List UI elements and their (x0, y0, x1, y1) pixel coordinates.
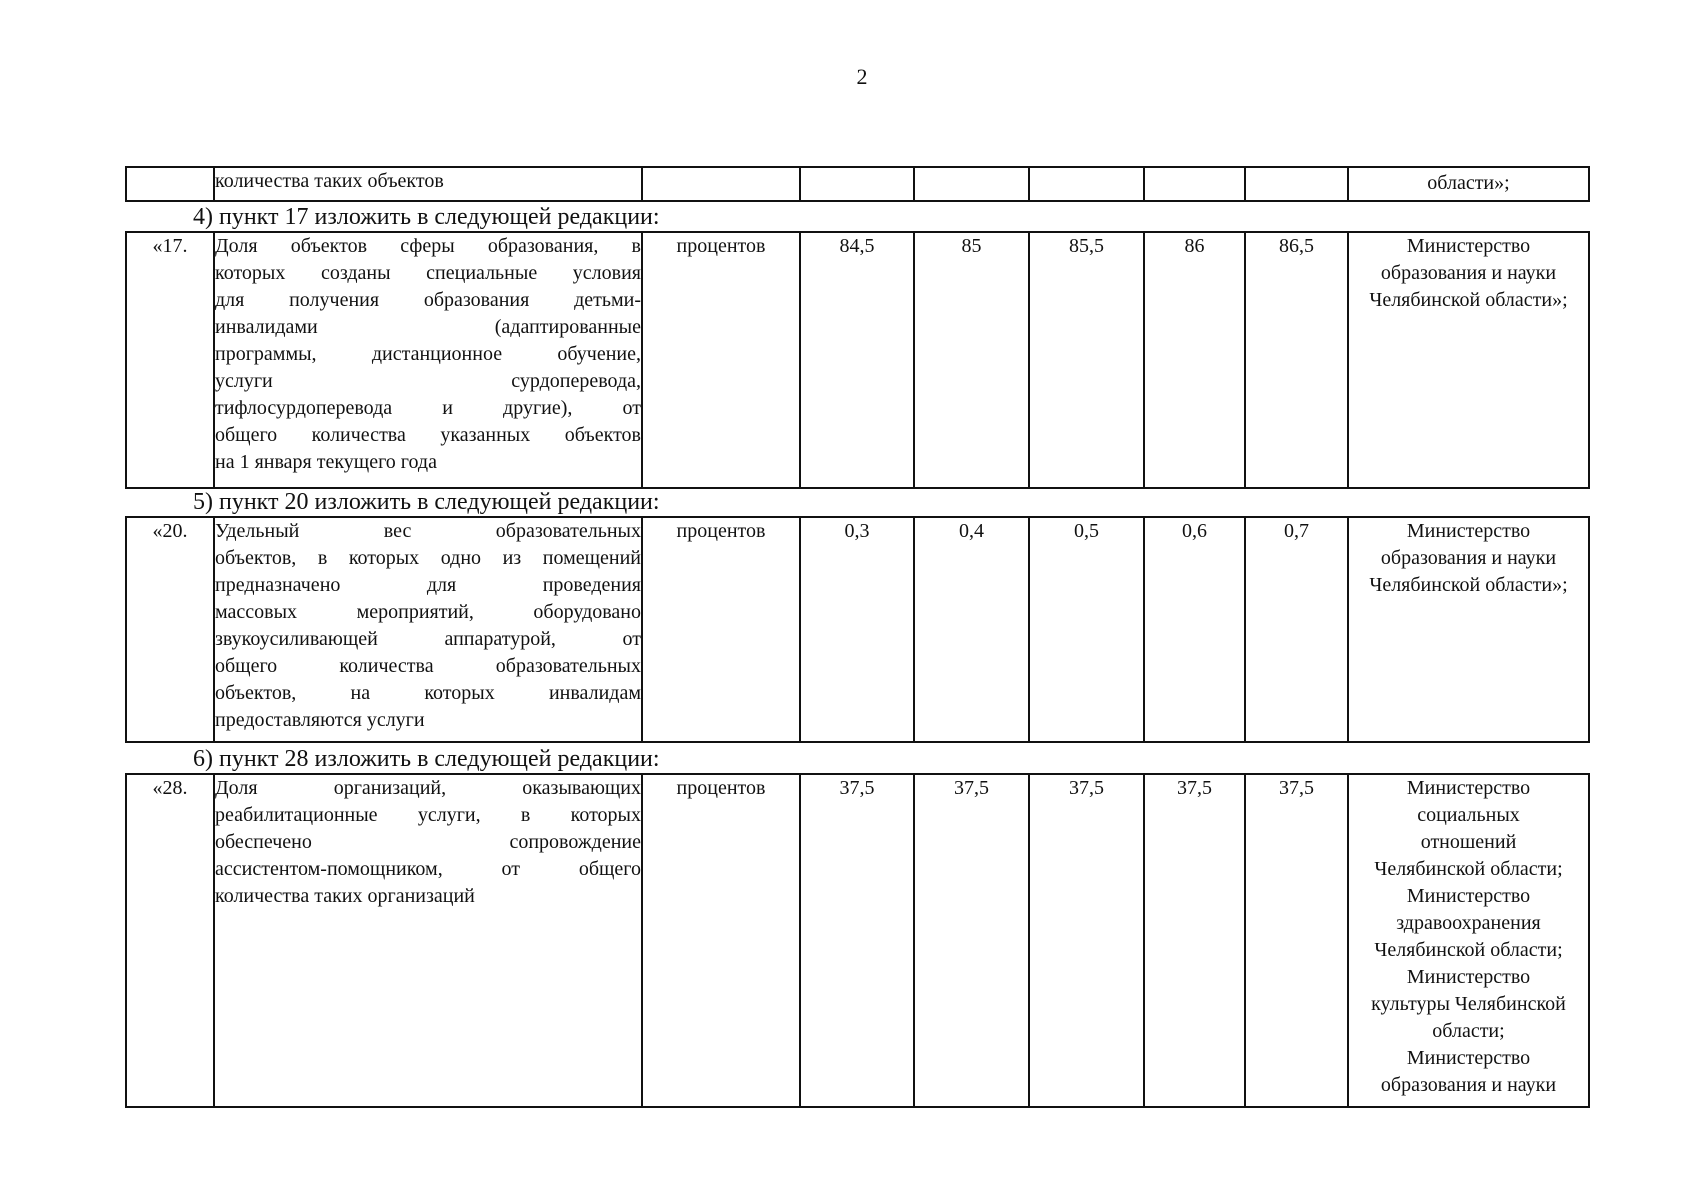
value-cell: 37,5 (1144, 774, 1245, 1107)
value-cell: 37,5 (1029, 774, 1144, 1107)
value-cell: 37,5 (914, 774, 1029, 1107)
description-cell: Удельный вес образовательных объектов, в которых одно из помещений предназначено для проведения массовых мероприятий, оборудовано звукоусиливающей аппаратурой, от общего количества образовательных объектов, на которых инвалидам предоставляются услуги (214, 517, 642, 742)
description-cell: Доля организаций, оказывающих реабилитационные услуги, в которых обеспечено сопровождение ассистентом-помощником, от общего количества таких организаций (214, 774, 642, 1107)
unit-cell: процентов (642, 517, 800, 742)
description-cell: количества таких объектов (214, 167, 642, 201)
value-cell: 85 (914, 232, 1029, 488)
table-row (126, 232, 1589, 488)
responsible-cell: Министерство социальных отношений Челябинской области; Министерство здравоохранения Челябинской области; Министерство культуры Челябинской области; Министерство образования и науки (1348, 774, 1589, 1107)
table-row-28 (125, 773, 1590, 1108)
num-cell (126, 167, 214, 201)
value-cell: 37,5 (1245, 774, 1348, 1107)
unit-cell: процентов (642, 774, 800, 1107)
table-row (126, 517, 1589, 742)
unit-cell: процентов (642, 232, 800, 488)
value-cell: 0,6 (1144, 517, 1245, 742)
responsible-cell: области»; (1348, 167, 1589, 201)
section-heading: 6) пункт 28 изложить в следующей редакции: (193, 746, 660, 772)
table-continued (125, 166, 1590, 202)
description-cell: Доля объектов сферы образования, в которых созданы специальные условия для получения образования детьми- инвалидами (адаптированные программы, дистанционное обучение, услуги сурдоперевода, тифлосурдоперевода и другие), от общего количества указанных объектов на 1 января текущего года (214, 232, 642, 488)
value-cell: 84,5 (800, 232, 914, 488)
value-cell: 0,7 (1245, 517, 1348, 742)
page-number: 2 (856, 64, 868, 89)
table-row-20 (125, 516, 1590, 743)
row-number: «17. (126, 232, 214, 488)
table-row (126, 774, 1589, 1107)
value-cell: 37,5 (800, 774, 914, 1107)
row-number: «20. (126, 517, 214, 742)
value-cell: 85,5 (1029, 232, 1144, 488)
value-cell: 86 (1144, 232, 1245, 488)
responsible-cell: Министерство образования и науки Челябинской области»; (1348, 232, 1589, 488)
value-cell: 86,5 (1245, 232, 1348, 488)
section-heading: 4) пункт 17 изложить в следующей редакции: (193, 204, 660, 230)
value-cell: 0,5 (1029, 517, 1144, 742)
value-cell: 0,3 (800, 517, 914, 742)
value-cell: 0,4 (914, 517, 1029, 742)
table-row-17 (125, 231, 1590, 489)
responsible-cell: Министерство образования и науки Челябинской области»; (1348, 517, 1589, 742)
table-row (126, 167, 1589, 201)
section-heading: 5) пункт 20 изложить в следующей редакции: (193, 489, 660, 515)
row-number: «28. (126, 774, 214, 1107)
